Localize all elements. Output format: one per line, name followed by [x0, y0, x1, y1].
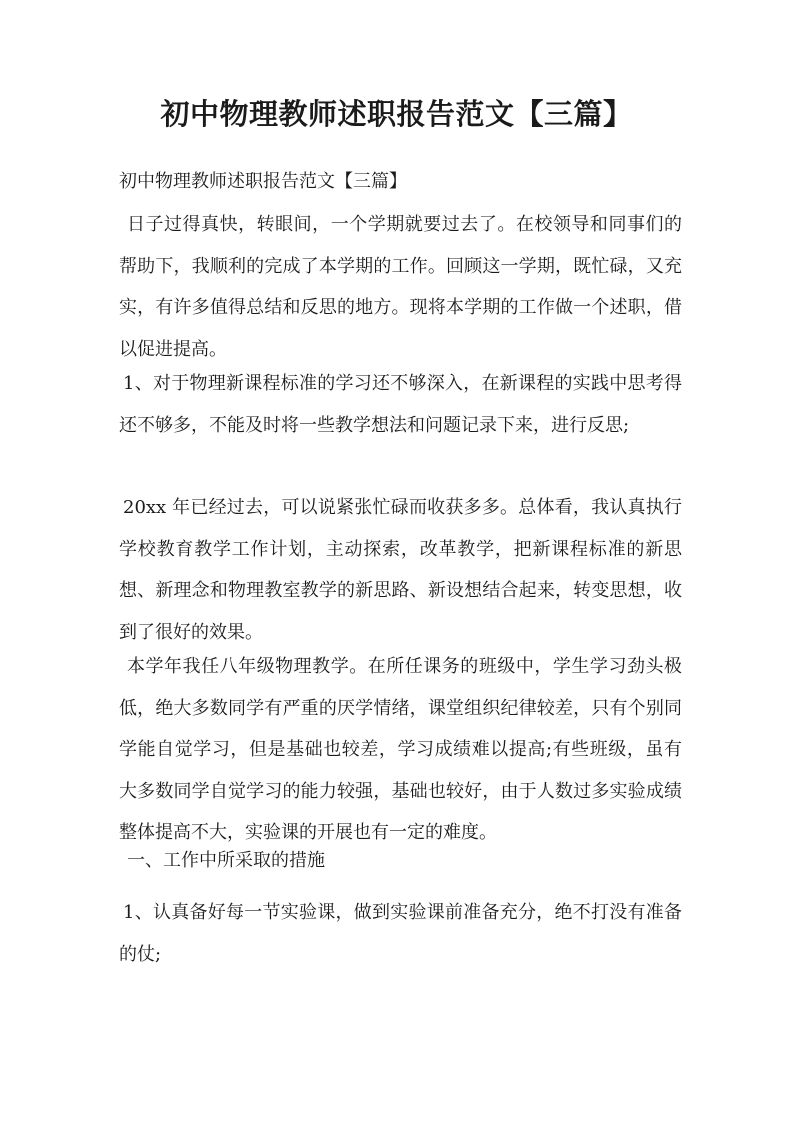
- paragraph-teaching-situation: 本学年我任八年级物理教学。在所任课务的班级中，学生学习劲头极低，绝大多数同学有严重的厌学情绪，课堂组织纪律较差，只有个别同学能自觉学习，但是基础也较差，学习成绩难以提高;有些班级，虽有大多数同学自觉学习的能力较强，基础也较好，由于人数过多实验成绩整体提高不大，实验课的开展也有一定的难度。: [119, 656, 682, 843]
- paragraph-reflection-1: 1、对于物理新课程标准的学习还不够深入，在新课程的实践中思考得还不够多，不能及时将一些教学想法和问题记录下来，进行反思;: [119, 373, 682, 436]
- document-subtitle: 初中物理教师述职报告范文【三篇】: [119, 171, 407, 192]
- paragraph-intro: 日子过得真快，转眼间，一个学期就要过去了。在校领导和同事们的帮助下，我顺利的完成了本学期的工作。回顾这一学期，既忙碌，又充实，有许多值得总结和反思的地方。现将本学期的工作做一个述职，借以促进提高。: [119, 214, 682, 360]
- paragraph-measure-1: 1、认真备好每一节实验课，做到实验课前准备充分，绝不打没有准备的仗;: [119, 902, 682, 965]
- paragraph-year-summary: 20xx 年已经过去，可以说紧张忙碌而收获多多。总体看，我认真执行学校教育教学工作计划，主动探索，改革教学，把新课程标准的新思想、新理念和物理教室教学的新思路、新设想结合起来，转变思想，收到了很好的效果。: [119, 497, 682, 643]
- document-title: 初中物理教师述职报告范文【三篇】: [160, 97, 633, 131]
- section-heading-measures: 一、工作中所采取的措施: [127, 850, 325, 871]
